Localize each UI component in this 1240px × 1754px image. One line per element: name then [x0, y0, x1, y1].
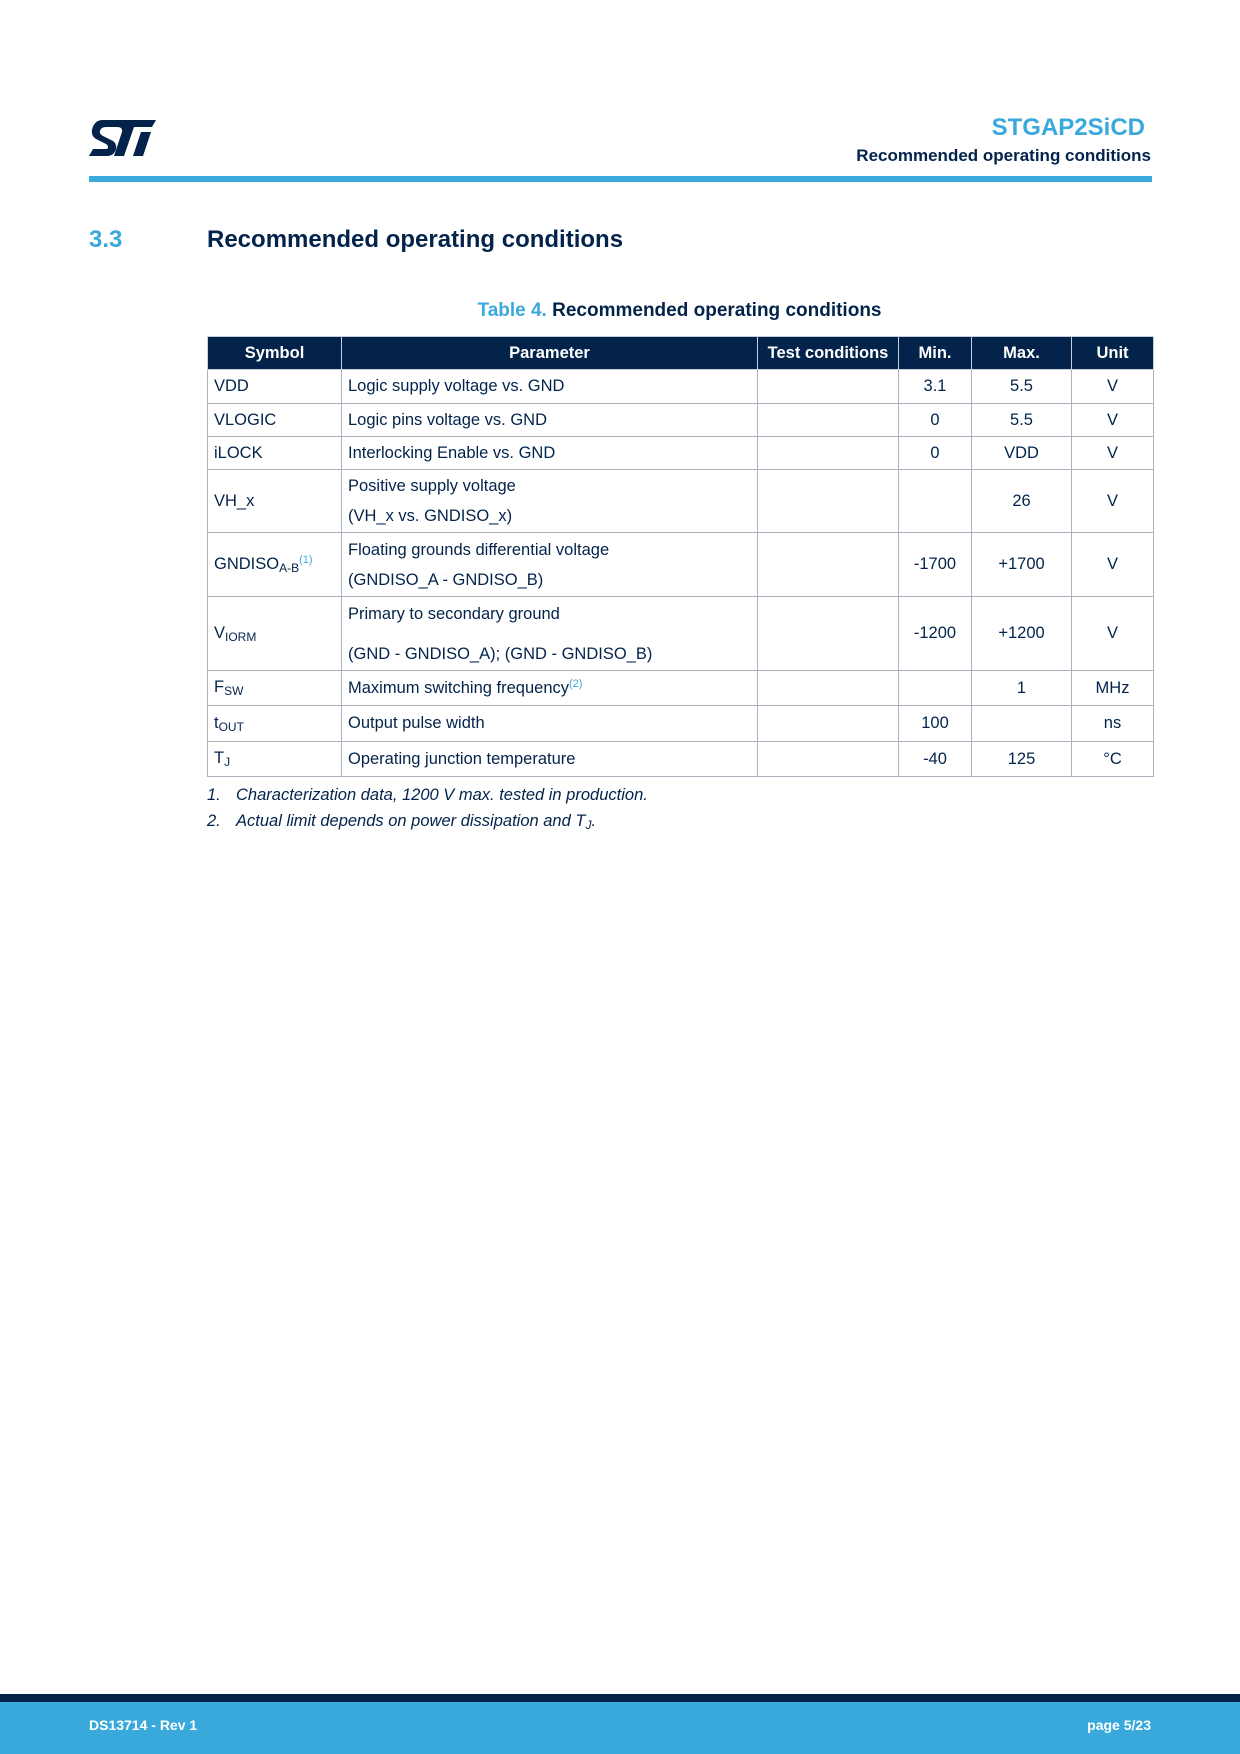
footnote: [207, 782, 1147, 808]
symbol-base: F: [214, 678, 225, 696]
cell-parameter-line: (GNDISO_A - GNDISO_B): [348, 570, 544, 589]
col-header-test-conditions: Test conditions: [758, 337, 899, 370]
table-caption-label: Table 4.: [477, 300, 547, 321]
cell-symbol: [208, 533, 342, 597]
cell-max: 1: [972, 671, 1072, 706]
footnote: [207, 808, 1147, 834]
cell-unit: V: [1072, 437, 1154, 470]
cell-unit: V: [1072, 404, 1154, 437]
cell-parameter-text: Maximum switching frequency: [348, 679, 569, 697]
cell-unit: V: [1072, 597, 1154, 671]
cell-min: [899, 470, 972, 533]
symbol-base: T: [214, 749, 225, 767]
table-row: [208, 404, 1154, 437]
cell-max: +1700: [972, 533, 1072, 597]
cell-min: -1200: [899, 597, 972, 671]
cell-test-conditions: [758, 706, 899, 742]
cell-parameter: Operating junction temperature: [342, 742, 758, 777]
cell-parameter-line: Positive supply voltage: [348, 477, 516, 495]
footnote-text: Characterization data, 1200 V max. tested in production.: [236, 786, 648, 804]
cell-max: +1200: [972, 597, 1072, 671]
cell-unit: MHz: [1072, 671, 1154, 706]
operating-conditions-table: [207, 336, 1154, 777]
cell-symbol: iLOCK: [208, 437, 342, 470]
cell-max: 5.5: [972, 404, 1072, 437]
section-number: 3.3: [89, 226, 123, 253]
cell-parameter-line: Primary to secondary ground: [348, 604, 560, 623]
cell-test-conditions: [758, 597, 899, 671]
table-header-row: [208, 337, 1154, 370]
cell-min: [899, 671, 972, 706]
cell-parameter: Output pulse width: [342, 706, 758, 742]
cell-min: 100: [899, 706, 972, 742]
footer-document-id: DS13714 - Rev 1: [89, 1717, 198, 1733]
table-row: [208, 470, 1154, 533]
cell-min: 3.1: [899, 370, 972, 404]
cell-parameter: Logic pins voltage vs. GND: [342, 404, 758, 437]
col-header-parameter: Parameter: [342, 337, 758, 370]
footnote-ref-link[interactable]: (2): [569, 678, 583, 690]
header-section-name: Recommended operating conditions: [856, 146, 1151, 165]
cell-parameter: [342, 470, 758, 533]
cell-max: 125: [972, 742, 1072, 777]
cell-parameter: Interlocking Enable vs. GND: [342, 437, 758, 470]
table-footnotes: [207, 782, 1147, 834]
cell-parameter-line: (VH_x vs. GNDISO_x): [348, 507, 513, 525]
col-header-max: Max.: [972, 337, 1072, 370]
cell-test-conditions: [758, 671, 899, 706]
footnote-number: 1.: [207, 786, 221, 804]
cell-symbol: VLOGIC: [208, 404, 342, 437]
symbol-subscript: SW: [224, 684, 244, 698]
cell-min: 0: [899, 437, 972, 470]
cell-test-conditions: [758, 742, 899, 777]
table-row: [208, 437, 1154, 470]
symbol-subscript: IORM: [225, 629, 257, 644]
symbol-subscript: J: [224, 755, 231, 769]
cell-unit: ns: [1072, 706, 1154, 742]
symbol-subscript: OUT: [218, 719, 244, 734]
symbol-base: t: [214, 713, 219, 732]
table-row: [208, 706, 1154, 742]
table-caption-title: Recommended operating conditions: [552, 300, 882, 321]
cell-symbol: [208, 742, 342, 777]
footnote-subscript: J: [585, 818, 592, 832]
table-row: [208, 533, 1154, 597]
header-product-name: STGAP2SiCD: [991, 114, 1145, 141]
cell-symbol: [208, 597, 342, 671]
cell-parameter: [342, 533, 758, 597]
cell-symbol: VH_x: [208, 470, 342, 533]
table-row: [208, 370, 1154, 404]
cell-symbol: VDD: [208, 370, 342, 404]
cell-min: -40: [899, 742, 972, 777]
footer-page-number: page 5/23: [1087, 1717, 1151, 1733]
cell-max: 5.5: [972, 370, 1072, 404]
footnote-ref-link[interactable]: (1): [299, 554, 313, 566]
cell-min: 0: [899, 404, 972, 437]
cell-max: [972, 706, 1072, 742]
cell-test-conditions: [758, 370, 899, 404]
cell-unit: V: [1072, 533, 1154, 597]
cell-parameter: Logic supply voltage vs. GND: [342, 370, 758, 404]
cell-unit: V: [1072, 370, 1154, 404]
cell-parameter: [342, 671, 758, 706]
cell-symbol: [208, 671, 342, 706]
cell-unit: °C: [1072, 742, 1154, 777]
cell-max: VDD: [972, 437, 1072, 470]
cell-test-conditions: [758, 404, 899, 437]
section-title: Recommended operating conditions: [207, 226, 624, 253]
cell-test-conditions: [758, 470, 899, 533]
cell-test-conditions: [758, 533, 899, 597]
cell-symbol: [208, 706, 342, 742]
cell-parameter: [342, 597, 758, 671]
header-divider: [89, 176, 1152, 182]
col-header-symbol: Symbol: [208, 337, 342, 370]
st-logo: [89, 119, 157, 157]
col-header-min: Min.: [899, 337, 972, 370]
symbol-subscript: A-B: [279, 561, 300, 575]
col-header-unit: Unit: [1072, 337, 1154, 370]
footnote-number: 2.: [207, 812, 221, 830]
table-row: [208, 671, 1154, 706]
table-row: [208, 597, 1154, 671]
footnote-text: Actual limit depends on power dissipation and T: [236, 812, 586, 830]
cell-min: -1700: [899, 533, 972, 597]
cell-unit: V: [1072, 470, 1154, 533]
page-footer: [0, 1694, 1240, 1754]
table-row: [208, 742, 1154, 777]
footnote-text-end: .: [591, 812, 597, 830]
table-caption: [207, 300, 1152, 322]
cell-parameter-line: Floating grounds differential voltage: [348, 540, 610, 559]
cell-test-conditions: [758, 437, 899, 470]
cell-max: 26: [972, 470, 1072, 533]
cell-parameter-line: (GND - GNDISO_A); (GND - GNDISO_B): [348, 644, 653, 663]
symbol-base: V: [214, 623, 226, 642]
symbol-base: GNDISO: [214, 555, 280, 573]
